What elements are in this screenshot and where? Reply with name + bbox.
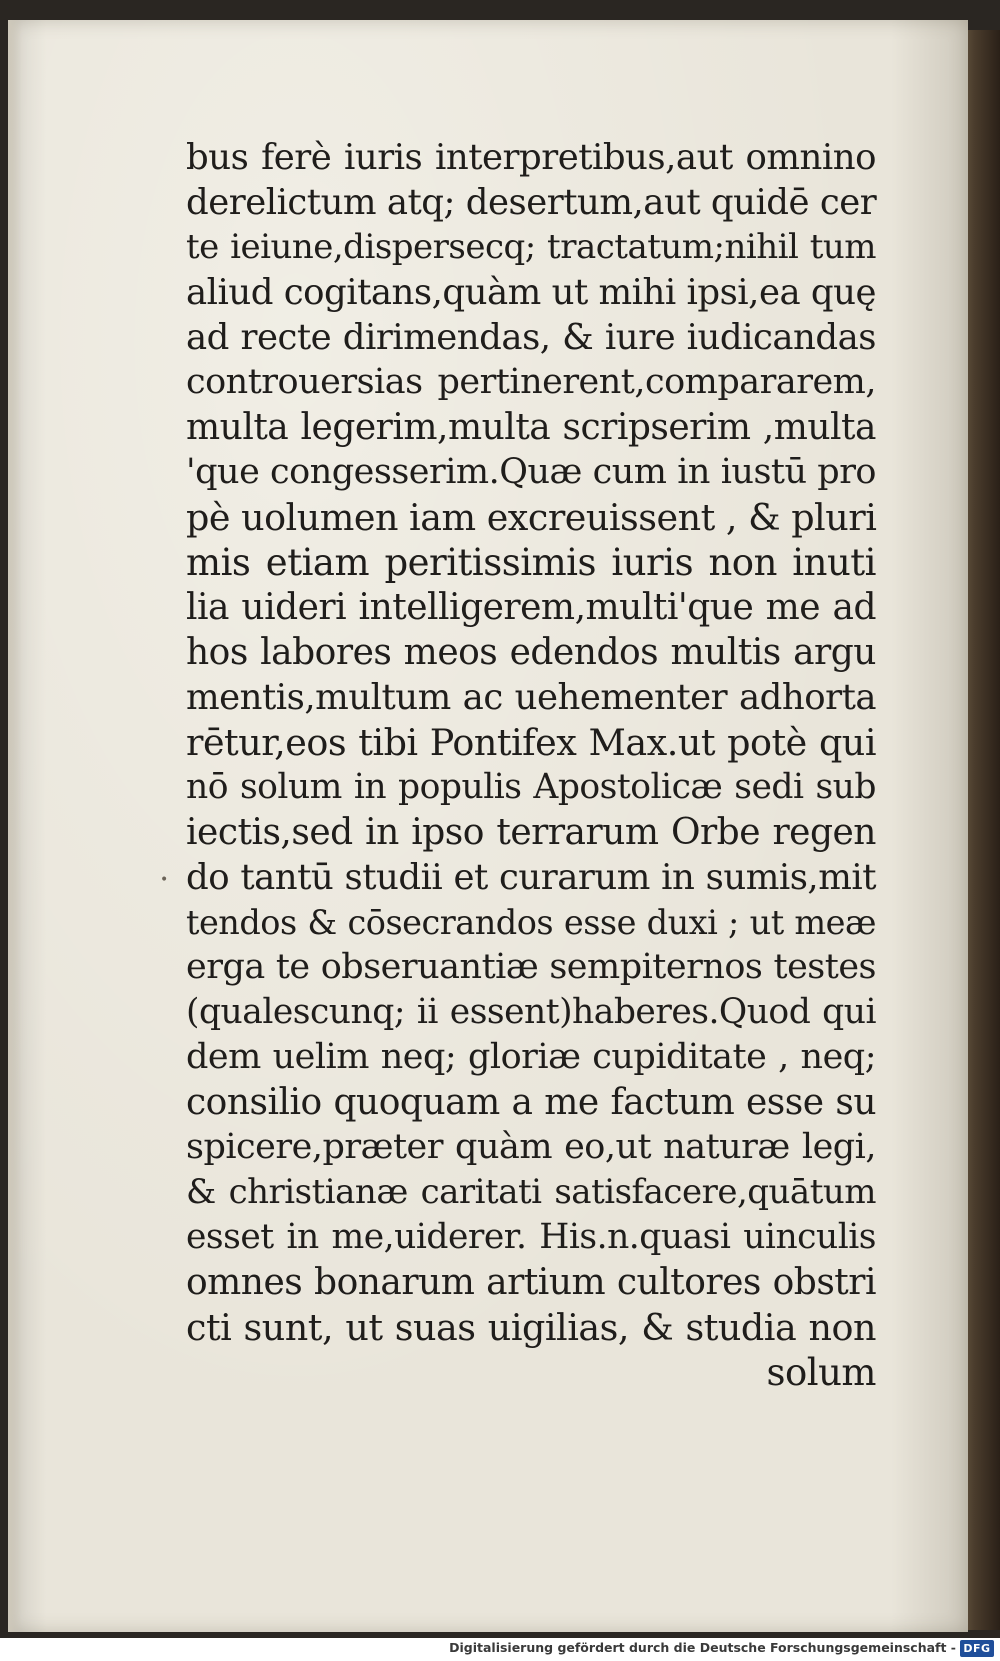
- text-line: omnes bonarum artium cultores obstri: [186, 1262, 876, 1303]
- text-line: aliud cogitans,quàm ut mihi ipsi,ea quę: [186, 272, 876, 313]
- text-line: (qualescunq; ii essent)haberes.Quod qui: [186, 992, 876, 1032]
- text-line: pè uolumen iam excreuissent , & pluri: [186, 496, 877, 539]
- text-line: rētur,eos tibi Pontifex Max.ut potè qui: [186, 721, 876, 764]
- page-gutter-shadow: [8, 20, 22, 1632]
- text-line: esset in me,uiderer. His.n.quasi uinculis: [186, 1217, 876, 1257]
- text-line: mentis,multum ac uehementer adhorta: [186, 677, 876, 718]
- page-text-block: [186, 135, 876, 1395]
- text-line: controuersias pertinerent,compararem,: [186, 362, 876, 402]
- text-line: hos labores meos edendos multis argu: [186, 632, 876, 673]
- text-line: te ieiune,dispersecq; tractatum;nihil tum: [186, 227, 876, 267]
- footer-bar: [0, 1638, 1000, 1661]
- text-line: erga te obseruantiæ sempiternos testes: [186, 947, 876, 987]
- margin-mark: •: [160, 872, 169, 888]
- text-line: do tantū studii et curarum in sumis,mit: [186, 857, 876, 898]
- catchword: solum: [766, 1351, 876, 1394]
- dfg-logo[interactable]: DFG: [960, 1640, 994, 1657]
- text-line: tendos & cōsecrandos esse duxi ; ut meæ: [186, 903, 876, 942]
- text-line: nō solum in populis Apostolicæ sedi sub: [186, 767, 876, 807]
- text-line: bus ferè iuris interpretibus,aut omnino: [186, 137, 876, 178]
- text-line: derelictum atq; desertum,aut quidē cer: [186, 182, 877, 223]
- text-line: multa legerim,multa scripserim ,multa: [186, 407, 876, 448]
- text-line: lia uideri intelligerem,multi'que me ad: [186, 587, 876, 628]
- text-line: consilio quoquam a me factum esse su: [186, 1082, 876, 1123]
- text-line: spicere,præter quàm eo,ut naturæ legi,: [186, 1127, 876, 1167]
- text-line: 'que congesserim.Quæ cum in iustū pro: [186, 452, 876, 492]
- text-line: cti sunt, ut suas uigilias, & studia non: [186, 1306, 876, 1349]
- funding-credit: Digitalisierung gefördert durch die Deutsche Forschungsgemeinschaft -: [449, 1640, 956, 1655]
- text-line: ad recte dirimendas, & iure iudicandas: [186, 317, 876, 358]
- text-line: iectis,sed in ipso terrarum Orbe regen: [186, 812, 876, 853]
- text-line: & christianæ caritati satisfacere,quātum: [186, 1172, 876, 1212]
- text-line: mis etiam peritissimis iuris non inuti: [186, 541, 876, 584]
- text-line: dem uelim neq; gloriæ cupiditate , neq;: [186, 1037, 876, 1077]
